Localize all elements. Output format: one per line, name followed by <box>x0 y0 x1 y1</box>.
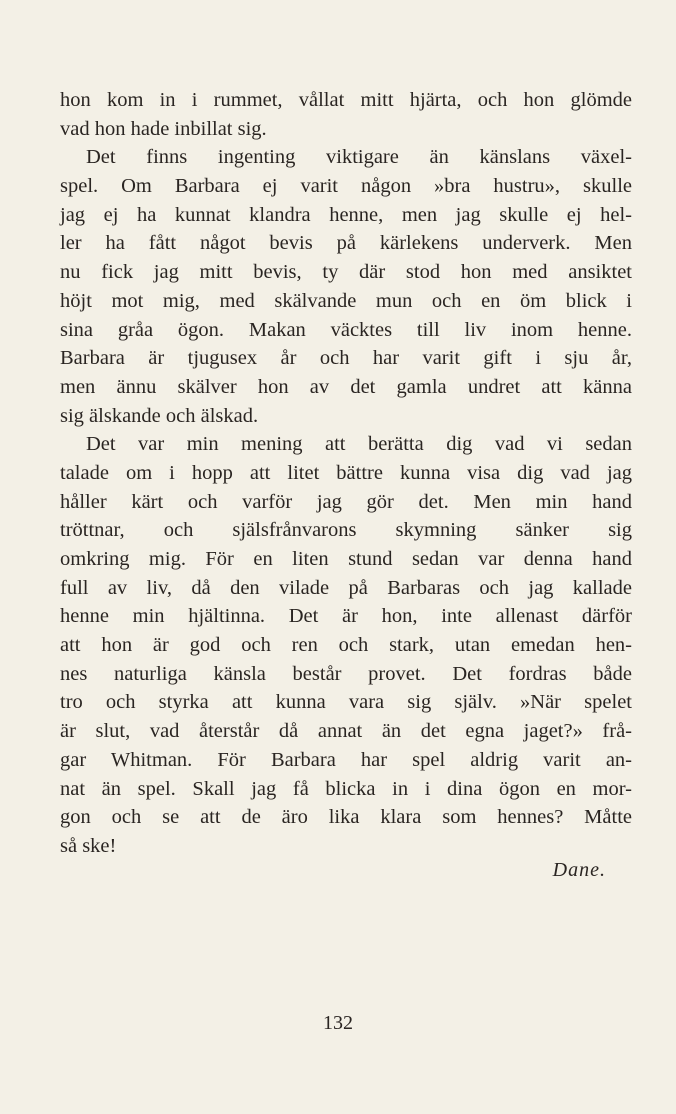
text-line: henne min hjältinna. Det är hon, inte allenast därför <box>60 605 632 628</box>
text-line: är slut, vad återstår då annat än det egna jaget?» frå- <box>60 720 632 743</box>
text-line: jag ej ha kunnat klandra henne, men jag skulle ej hel- <box>60 203 632 226</box>
text-line: så ske! <box>60 834 117 857</box>
text-line: talade om i hopp att litet bättre kunna visa dig vad jag <box>60 461 632 484</box>
text-line: nes naturliga känsla består provet. Det fordras både <box>60 662 632 685</box>
text-line: gar Whitman. För Barbara har spel aldrig varit an- <box>60 748 632 771</box>
text-line: tro och styrka att kunna vara sig själv. »När spelet <box>60 691 632 714</box>
text-line: vad hon hade inbillat sig. <box>60 117 267 140</box>
text-line: full av liv, då den vilade på Barbaras och jag kallade <box>60 576 632 599</box>
text-line: Barbara är tjugusex år och har varit gift i sju år, <box>60 347 632 370</box>
author-signature: Dane. <box>552 859 606 881</box>
text-line: nat än spel. Skall jag få blicka in i dina ögon en mor- <box>60 777 632 800</box>
body-text <box>60 86 632 861</box>
text-line: sig älskande och älskad. <box>60 404 259 427</box>
text-line: tröttnar, och själsfrånvarons skymning sänker sig <box>60 519 632 542</box>
page-number: 132 <box>323 1012 353 1034</box>
text-line: att hon är god och ren och stark, utan emedan hen- <box>60 634 632 657</box>
text-line: nu fick jag mitt bevis, ty där stod hon med ansiktet <box>60 261 632 284</box>
text-line: spel. Om Barbara ej varit någon »bra hustru», skulle <box>60 175 632 198</box>
text-line: omkring mig. För en liten stund sedan var denna hand <box>60 548 632 570</box>
text-line: Det var min mening att berätta dig vad vi sedan <box>86 433 632 456</box>
text-line: men ännu skälver hon av det gamla undret att känna <box>60 375 632 398</box>
text-line: sina gråa ögon. Makan väcktes till liv inom henne. <box>60 318 632 341</box>
text-line: håller kärt och varför jag gör det. Men min hand <box>60 490 632 513</box>
text-line: ler ha fått något bevis på kärlekens underverk. Men <box>60 232 632 255</box>
text-line: höjt mot mig, med skälvande mun och en öm blick i <box>60 289 632 312</box>
text-line: Det finns ingenting viktigare än känslans växel- <box>86 146 632 169</box>
text-line: gon och se att de äro lika klara som hennes? Måtte <box>60 806 632 829</box>
text-line: hon kom in i rummet, vållat mitt hjärta, och hon glömde <box>60 89 632 111</box>
